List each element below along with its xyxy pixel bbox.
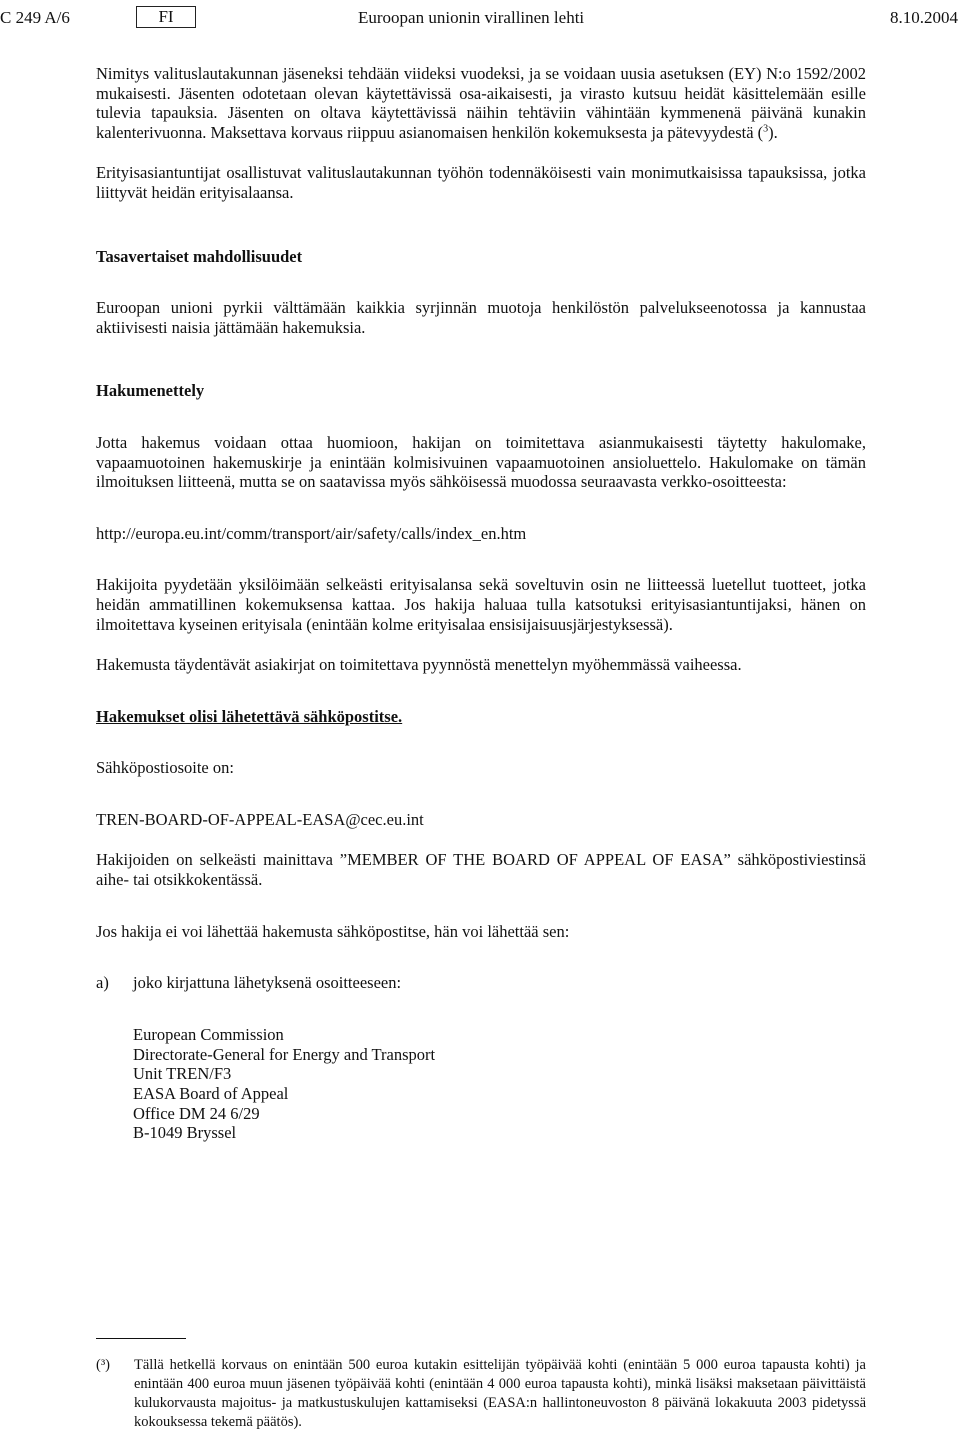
address-line: Unit TREN/F3 [133,1064,232,1084]
list-item-text: joko kirjattuna lähetyksenä osoitteeseen: [133,973,402,993]
email-address-label: Sähköpostiosoite on: [96,758,234,778]
footnote-reference[interactable]: 3 [763,123,769,135]
footnote [96,1356,866,1432]
paragraph-appointment: Nimitys valituslautakunnan jäseneksi tehdään viideksi vuodeksi, ja se voidaan uusia asetuksen (EY) N:o 1592/2002 mukaisesti. Jäsenten odotetaan olevan käytettävissä osa-aikaisesti, ja virasto kutsuu heidät käsittelemään esille tulevia tapauksia. Jäsenten on oltava käytettävissä näihin tehtäviin vähintään kymmenenä päivänä kunakin kalenterivuonna. Maksettava korvaus riippuu asianomaisen henkilön kokemuksesta ja pätevyydestä ($^3$). [96,64,866,142]
postal-address [133,1025,866,1143]
address-line: EASA Board of Appeal [133,1083,289,1103]
heading-equal-opportunities: Tasavertaiset mahdollisuudet [96,246,303,266]
language-code-box: FI [136,6,196,28]
footnote-divider [96,1338,186,1339]
footnote-number: (³) [96,1357,111,1373]
address-line: Office DM 24 6/29 [133,1103,260,1123]
publication-date: 8.10.2004 [890,8,958,27]
address-line: B-1049 Bryssel [133,1123,237,1143]
paragraph-supporting-documents: Hakemusta täydentävät asiakirjat on toimitettava pyynnöstä menettelyn myöhemmässä vaiheessa. [96,655,742,675]
address-line: European Commission [133,1024,284,1044]
paragraph-specialists: Erityisasiantuntijat osallistuvat valituslautakunnan työhön todennäköisesti vain monimutkaisissa tapauksissa, jotka liittyvät heidän erityisalaansa. [96,163,866,202]
paragraph-equal-opportunities: Euroopan unioni pyrkii välttämään kaikkia syrjinnän muotoja henkilöstön palvelukseenotossa ja kannustaa aktiivisesti naisia jättämään hakemuksia. [96,298,866,337]
list-item-registered-mail [96,973,866,993]
heading-send-by-email: Hakemukset olisi lähetettävä sähköpostitse. [96,706,403,726]
paragraph-specialisation: Hakijoita pyydetään yksilöimään selkeästi erityisalansa sekä soveltuvin osin ne liitteessä luetellut tuotteet, jotka heidän ammatillinen kokemuksensa kattaa. Jos hakija haluaa tulla katsotuksi erityisasiantuntijaksi, hänen on ilmoitettava kyseinen erityisala (enintään kolme erityisalaa ensisijaisuusjärjestyksessä). [96,575,866,634]
list-item-label: a) [96,973,109,993]
journal-reference: C 249 A/6 [0,8,70,27]
document-body [96,64,866,1143]
page-header [0,6,960,30]
application-url-link[interactable]: http://europa.eu.int/comm/transport/air/safety/calls/index_en.htm [96,523,527,543]
email-address-link[interactable]: TREN-BOARD-OF-APPEAL-EASA@cec.eu.int [96,809,424,829]
footnote-text: Tällä hetkellä korvaus on enintään 500 euroa kutakin esittelijän työpäivää kohti (enintään 5 000 euroa tapausta kohti) ja enintään 400 euroa muun jäsenen työpäivää kohti (enintään 4 000 euroa tapausta kohti), minkä lisäksi maksetaan päivittäistä kulukorvausta majoitus- ja matkustuskulujen kattamiseksi (EASA:n hallintoneuvoston 8 päivänä lokakuuta 2003 pidetyssä kokouksessa tekemä päätös). [134,1357,866,1430]
paragraph-subject-line: Hakijoiden on selkeästi mainittava ”MEMBER OF THE BOARD OF APPEAL OF EASA” sähköpostiviestinsä aihe- tai otsikkokentässä. [96,850,866,890]
paragraph-application-requirements: Jotta hakemus voidaan ottaa huomioon, hakijan on toimitettava asianmukaisesti täytetty hakulomake, vapaamuotoinen hakemuskirje ja enintään kolmisivuinen vapaamuotoinen ansioluettelo. Hakulomake on tämän ilmoituksen liitteenä, mutta se on saatavissa myös sähköisessä muodossa seuraavasta verkko-osoitteesta: [96,432,866,492]
paragraph-alternative-delivery: Jos hakija ei voi lähettää hakemusta sähköpostitse, hän voi lähettää sen: [96,921,570,941]
publication-title: Euroopan unionin virallinen lehti [358,8,585,27]
heading-application-procedure: Hakumenettely [96,381,205,401]
address-line: Directorate-General for Energy and Transport [133,1044,436,1064]
